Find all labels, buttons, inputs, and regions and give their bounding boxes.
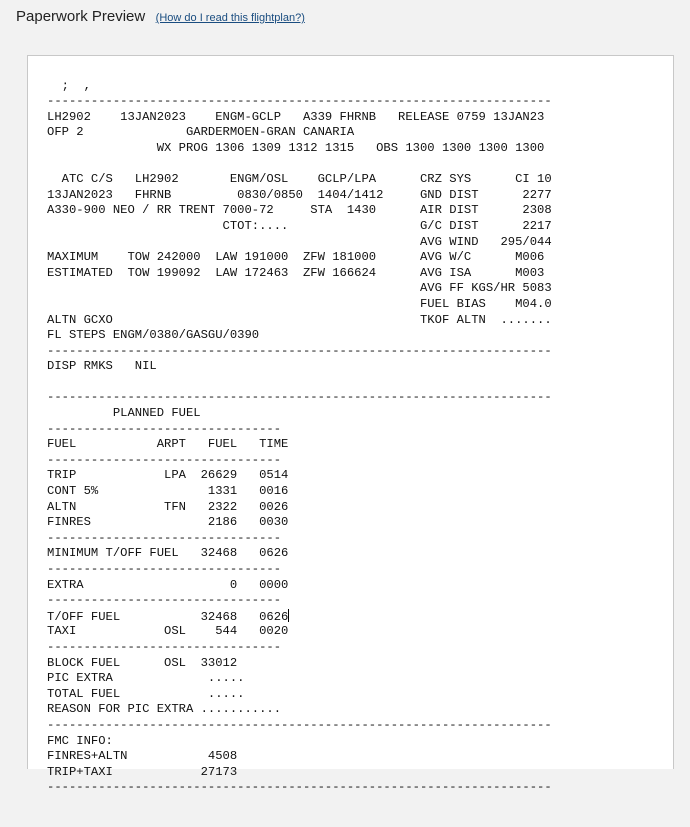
flightplan-line: TRIP+TAXI 27173 — [47, 764, 238, 779]
flightplan-line: -------------------------------- — [47, 593, 282, 608]
flightplan-line: --------------------------------------------------------------------- — [47, 343, 552, 358]
flightplan-line: --------------------------------------------------------------------- — [47, 717, 552, 732]
flightplan-line: -------------------------------- — [47, 562, 282, 576]
flightplan-line: MINIMUM T/OFF FUEL 32468 0626 — [47, 546, 289, 561]
flightplan-line: BLOCK FUEL OSL 33012 — [47, 655, 238, 670]
flightplan-line: -------------------------------- — [47, 452, 282, 467]
flightplan-line-clipped: ; , — [47, 78, 91, 93]
flightplan-line: CONT 5% 1331 0016 — [47, 484, 289, 499]
flightplan-line: -------------------------------- — [47, 530, 282, 545]
flightplan-line: --------------------------------------------------------------------- — [47, 94, 552, 109]
flightplan-line: OFP 2 GARDERMOEN-GRAN CANARIA — [47, 125, 355, 140]
flightplan-line: A330-900 NEO / RR TRENT 7000-72 STA 1430 AIR DIST 2308 — [47, 203, 552, 218]
page-title: Paperwork Preview — [16, 8, 146, 25]
help-link[interactable]: (How do I read this flightplan?) — [155, 12, 305, 24]
flightplan-line: FMC INFO: — [47, 733, 113, 748]
flightplan-line: FINRES 2186 0030 — [47, 515, 289, 530]
flightplan-line: ATC C/S LH2902 ENGM/OSL GCLP/LPA CRZ SYS CI 10 — [47, 172, 552, 187]
flightplan-line: PIC EXTRA ..... — [47, 671, 245, 686]
flightplan-line: FUEL BIAS M04.0 — [47, 296, 552, 311]
flightplan-line: LH2902 13JAN2023 ENGM-GCLP A339 FHRNB RELEASE 0759 13JAN23 — [47, 109, 545, 124]
flightplan-line: AVG WIND 295/044 — [47, 234, 552, 249]
flightplan-text — [28, 56, 673, 827]
flightplan-line — [47, 157, 673, 173]
flightplan-line — [47, 375, 673, 391]
flightplan-line: MAXIMUM TOW 242000 LAW 191000 ZFW 181000 AVG W/C M006 — [47, 250, 545, 265]
flightplan-line: ALTN TFN 2322 0026 — [47, 499, 289, 514]
page-header — [16, 8, 305, 26]
flightplan-line: T/OFF FUEL 32468 0626 — [47, 609, 289, 624]
flightplan-line: CTOT:.... G/C DIST 2217 — [47, 218, 552, 233]
flightplan-line: WX PROG 1306 1309 1312 1315 OBS 1300 1300 1300 1300 — [47, 140, 545, 155]
flightplan-line: TRIP LPA 26629 0514 — [47, 468, 289, 483]
flightplan-line: ALTN GCXO TKOF ALTN ....... — [47, 312, 552, 327]
flightplan-line: TAXI OSL 544 0020 — [47, 624, 289, 639]
flightplan-line: EXTRA 0 0000 — [47, 577, 289, 592]
flightplan-line: AVG FF KGS/HR 5083 — [47, 281, 552, 296]
flightplan-panel[interactable] — [27, 55, 674, 795]
flightplan-line: DISP RMKS NIL — [47, 359, 157, 374]
flightplan-line: PLANNED FUEL — [47, 406, 201, 421]
flightplan-line: -------------------------------- — [47, 421, 282, 436]
flightplan-line: FL STEPS ENGM/0380/GASGU/0390 — [47, 328, 260, 343]
flightplan-line: --------------------------------------------------------------------- — [47, 390, 552, 405]
text-cursor — [288, 609, 289, 622]
flightplan-line: REASON FOR PIC EXTRA ........... — [47, 702, 282, 717]
flightplan-line: -------------------------------- — [47, 639, 282, 654]
flightplan-line: FINRES+ALTN 4508 — [47, 749, 238, 764]
flightplan-line: TOTAL FUEL ..... — [47, 686, 245, 701]
flightplan-line: ESTIMATED TOW 199092 LAW 172463 ZFW 166624 AVG ISA M003 — [47, 265, 545, 280]
flightplan-line: 13JAN2023 FHRNB 0830/0850 1404/1412 GND DIST 2277 — [47, 187, 552, 202]
flightplan-line: --------------------------------------------------------------------- — [47, 780, 552, 795]
flightplan-line: FUEL ARPT FUEL TIME — [47, 437, 289, 452]
